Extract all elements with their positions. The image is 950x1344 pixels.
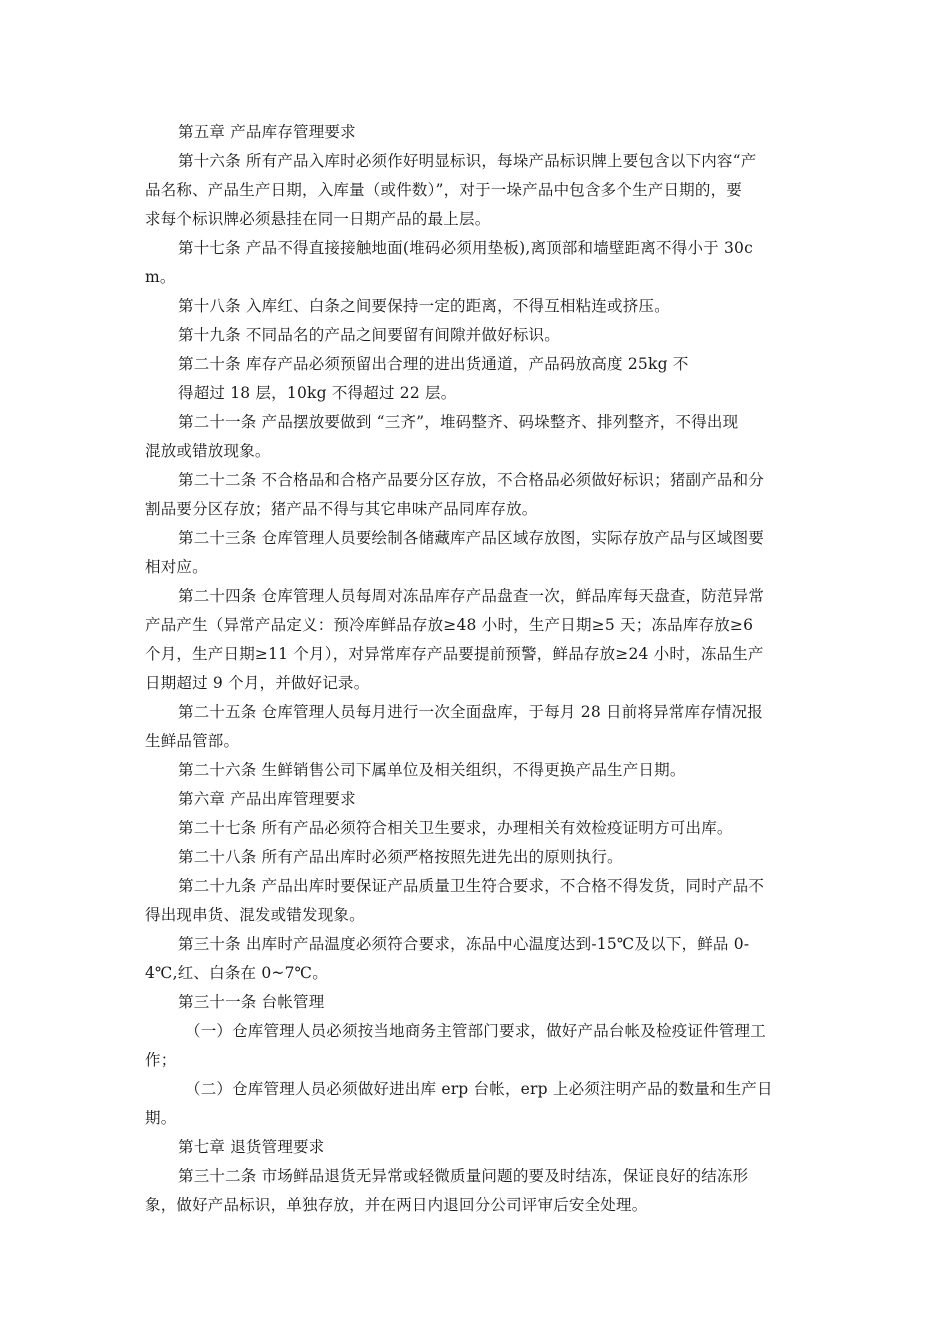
- text-line: 第二十九条 产品出库时要保证产品质量卫生符合要求，不合格不得发货，同时产品不: [178, 877, 765, 895]
- text-line: 第二十四条 仓库管理人员每周对冻品库存产品盘查一次，鲜品库每天盘查，防范异常: [178, 587, 765, 605]
- text-line: 第二十条 库存产品必须预留出合理的进出货通道，产品码放高度 25kg 不: [178, 355, 689, 373]
- text-line: 第二十七条 所有产品必须符合相关卫生要求，办理相关有效检疫证明方可出库。: [178, 819, 733, 837]
- text-line: 第十七条 产品不得直接接触地面(堆码必须用垫板),离顶部和墙壁距离不得小于 30c: [178, 239, 753, 257]
- text-line: 产品产生（异常产品定义：预冷库鲜品存放≥48 小时，生产日期≥5 天；冻品库存放≥6: [145, 616, 754, 634]
- text-line: 相对应。: [145, 558, 208, 576]
- text-line: 第六章 产品出库管理要求: [178, 790, 356, 808]
- text-line: 第五章 产品库存管理要求: [178, 123, 356, 141]
- text-line: 第二十六条 生鲜销售公司下属单位及相关组织，不得更换产品生产日期。: [178, 761, 686, 779]
- text-line: 生鲜品管部。: [145, 732, 240, 750]
- text-line: 得超过 18 层，10kg 不得超过 22 层。: [178, 384, 457, 402]
- text-line: 第二十一条 产品摆放要做到 “三齐”，堆码整齐、码垛整齐、排列整齐，不得出现: [178, 413, 739, 431]
- document-body: [145, 118, 813, 1220]
- text-line: 品名称、产品生产日期，入库量（或件数）”，对于一垛产品中包含多个生产日期的，要: [145, 181, 742, 199]
- text-line: 第二十五条 仓库管理人员每月进行一次全面盘库，于每月 28 日前将异常库存情况报: [178, 703, 764, 721]
- text-line: 日期超过 9 个月，并做好记录。: [145, 674, 370, 692]
- text-line: 第二十二条 不合格品和合格产品要分区存放，不合格品必须做好标识；猪副产品和分: [178, 471, 765, 489]
- text-line: 混放或错放现象。: [145, 442, 271, 460]
- text-line: 期。: [145, 1109, 177, 1127]
- text-line: 求每个标识牌必须悬挂在同一日期产品的最上层。: [145, 210, 491, 228]
- text-line: 4℃,红、白条在 0~7℃。: [145, 964, 328, 982]
- text-line: 第三十二条 市场鲜品退货无异常或轻微质量问题的要及时结冻，保证良好的结冻形: [178, 1167, 749, 1185]
- text-line: 得出现串货、混发或错发现象。: [145, 906, 365, 924]
- text-line: 个月，生产日期≥11 个月），对异常库存产品要提前预警，鲜品存放≥24 小时，冻品生产: [145, 645, 764, 663]
- text-line: 作；: [145, 1051, 177, 1069]
- text-line: 第二十八条 所有产品出库时必须严格按照先进先出的原则执行。: [178, 848, 623, 866]
- text-line: 象，做好产品标识，单独存放，并在两日内退回分公司评审后安全处理。: [145, 1196, 648, 1214]
- text-line: 第七章 退货管理要求: [178, 1138, 325, 1156]
- text-line: 第三十条 出库时产品温度必须符合要求，冻品中心温度达到-15℃及以下，鲜品 0-: [178, 935, 750, 953]
- text-line: 第十六条 所有产品入库时必须作好明显标识，每垛产品标识牌上要包含以下内容“产: [178, 152, 757, 170]
- text-line: 第十九条 不同品名的产品之间要留有间隙并做好标识。: [178, 326, 560, 344]
- text-line: 割品要分区存放；猪产品不得与其它串味产品同库存放。: [145, 500, 538, 518]
- text-line: m。: [145, 268, 176, 286]
- text-line: （二）仓库管理人员必须做好进出库 erp 台帐，erp 上必须注明产品的数量和生产日: [185, 1080, 773, 1098]
- text-line: 第二十三条 仓库管理人员要绘制各储藏库产品区域存放图，实际存放产品与区域图要: [178, 529, 765, 547]
- text-line: 第三十一条 台帐管理: [178, 993, 325, 1011]
- text-line: （一）仓库管理人员必须按当地商务主管部门要求，做好产品台帐及检疫证件管理工: [185, 1022, 766, 1040]
- text-line: 第十八条 入库红、白条之间要保持一定的距离，不得互相粘连或挤压。: [178, 297, 670, 315]
